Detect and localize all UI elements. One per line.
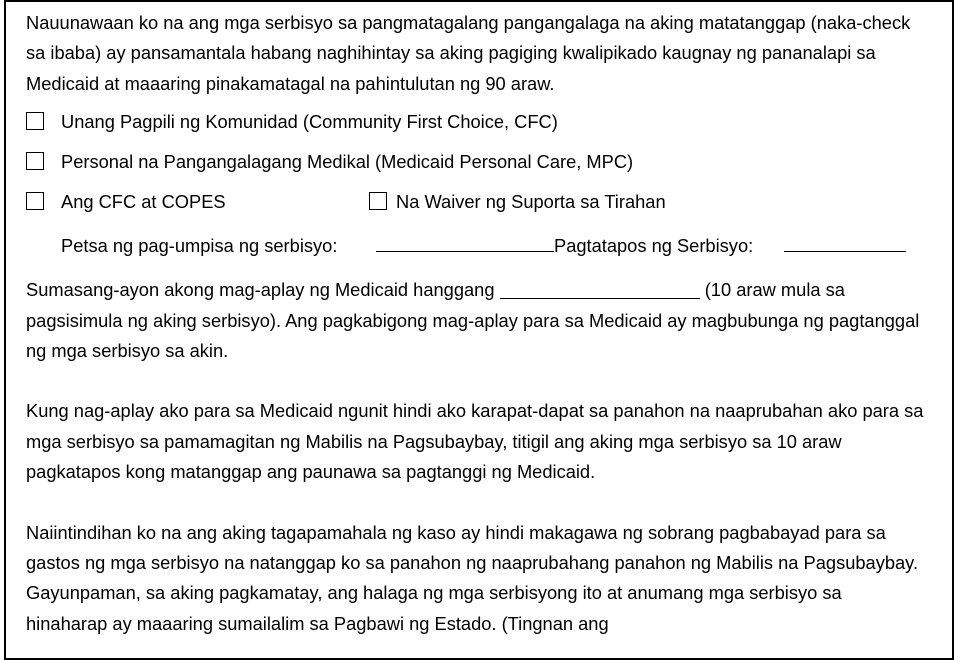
cfc-checkbox[interactable] (26, 112, 44, 130)
form-content (26, 8, 926, 639)
start-date-field[interactable] (376, 231, 554, 252)
apply-text-before: Sumasang-ayon akong mag-aplay ng Medicaid hanggang (26, 279, 495, 301)
apply-text-after: (10 araw mula sa pagsisimula ng aking serbisyo). Ang pagkabigong mag-aplay para sa Medicaid ay magbubunga ng pagtanggal ng mga serbisyo sa akin. (26, 279, 920, 362)
option-row-cfc-copes (26, 187, 926, 227)
intro-paragraph: Nauunawaan ko na ang mga serbisyo sa pangmatagalang pangangalaga na aking matatanggap (naka-check sa ibaba) ay pansamantala habang naghihintay sa aking pagiging kwalipikado kaugnay ng pananalapi sa Medicaid at maaaring pinakamatagal na pahintulutan ng 90 araw. (26, 12, 911, 94)
apply-paragraph (26, 271, 926, 366)
start-date-label: Petsa ng pag-umpisa ng serbisyo: (61, 235, 338, 257)
overpayment-paragraph: Naiintindihan ko na ang aking tagapamahala ng kaso ay hindi makagawa ng sobrang pagbabayad para sa gastos ng mga serbisyo na natanggap ko sa panahon ng naaprubahang panahon ng Mabilis na Pagsubaybay. Gayunpaman, sa aking pagkamatay, ang halaga ng mga serbisyong ito at anumang mga serbisyo sa hinaharap ay maaaring sumailalim sa Pagbawi ng Estado. (Tingnan ang (26, 521, 919, 634)
option-row-mpc (26, 147, 926, 187)
waiver-checkbox[interactable] (369, 192, 387, 210)
option-row-cfc (26, 107, 926, 147)
cfc-label: Unang Pagpili ng Komunidad (Community First Choice, CFC) (61, 111, 558, 133)
mpc-label: Personal na Pangangalagang Medikal (Medicaid Personal Care, MPC) (61, 151, 634, 173)
end-date-label: Pagtatapos ng Serbisyo: (554, 235, 754, 257)
cfc-copes-label: Ang CFC at COPES (61, 191, 226, 213)
cfc-copes-checkbox[interactable] (26, 192, 44, 210)
waiver-label: Na Waiver ng Suporta sa Tirahan (396, 191, 666, 213)
end-date-field[interactable] (784, 231, 906, 252)
apply-deadline-field[interactable] (500, 280, 700, 299)
denial-paragraph: Kung nag-aplay ako para sa Medicaid ngunit hindi ako karapat-dapat sa panahon na naaprubahan ako para sa mga serbisyo sa pamamagitan ng Mabilis na Pagsubaybay, titigil ang aking mga serbisyo sa 10 araw pagkatapos kong matanggap ang paunawa sa pagtanggi ng Medicaid. (26, 400, 924, 483)
mpc-checkbox[interactable] (26, 152, 44, 170)
service-dates-row (26, 227, 926, 271)
